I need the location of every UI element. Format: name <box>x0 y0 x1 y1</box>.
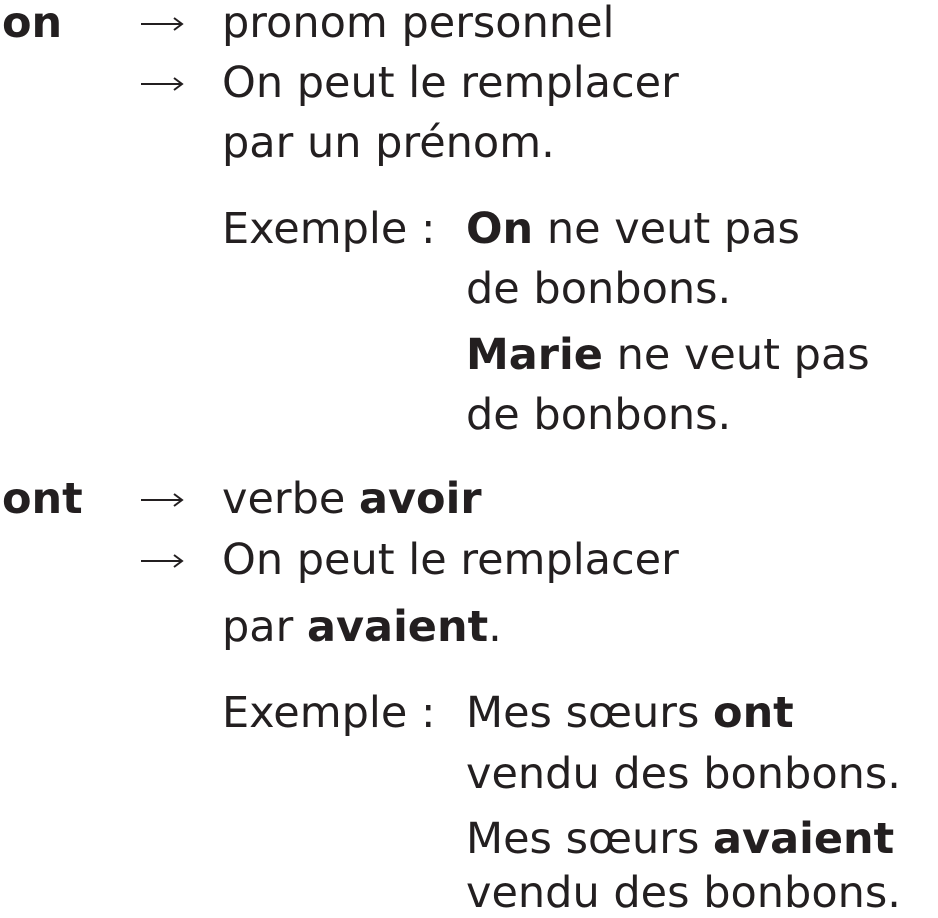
example-text: vendu des bonbons. <box>466 749 901 799</box>
definition-text: On peut le remplacer <box>222 58 679 108</box>
example-text: de bonbons. <box>466 264 732 314</box>
example-text: ne veut pas <box>602 330 870 380</box>
definition-text: pronom personnel <box>222 0 615 48</box>
definition-keyword: avaient <box>307 602 489 652</box>
example-text: Mes sœurs <box>466 814 714 864</box>
right-arrow-icon <box>140 74 184 94</box>
definition-text <box>222 474 482 524</box>
definition-keyword: avoir <box>359 474 482 524</box>
definition-text: . <box>488 602 502 652</box>
example-sentence <box>466 688 794 738</box>
example-label: Exemple : <box>222 688 436 738</box>
example-text: vendu des bonbons. <box>466 868 901 918</box>
example-text: ne veut pas <box>533 204 800 254</box>
example-text: Mes sœurs <box>466 688 714 738</box>
term-on: on <box>2 0 63 48</box>
example-text: de bonbons. <box>466 390 732 440</box>
definition-text: par un prénom. <box>222 118 555 168</box>
term-ont: ont <box>2 474 83 524</box>
right-arrow-icon <box>140 551 184 571</box>
definition-text: verbe <box>222 474 359 524</box>
example-label: Exemple : <box>222 204 436 254</box>
definition-text <box>222 602 502 652</box>
definition-text: par <box>222 602 307 652</box>
example-keyword: avaient <box>713 814 895 864</box>
right-arrow-icon <box>140 14 184 34</box>
right-arrow-icon <box>140 490 184 510</box>
example-keyword: On <box>466 204 534 254</box>
example-sentence <box>466 204 800 254</box>
example-sentence <box>466 814 895 864</box>
example-sentence <box>466 330 870 380</box>
example-keyword: ont <box>713 688 794 738</box>
example-keyword: Marie <box>466 330 603 380</box>
definition-text: On peut le remplacer <box>222 535 679 585</box>
